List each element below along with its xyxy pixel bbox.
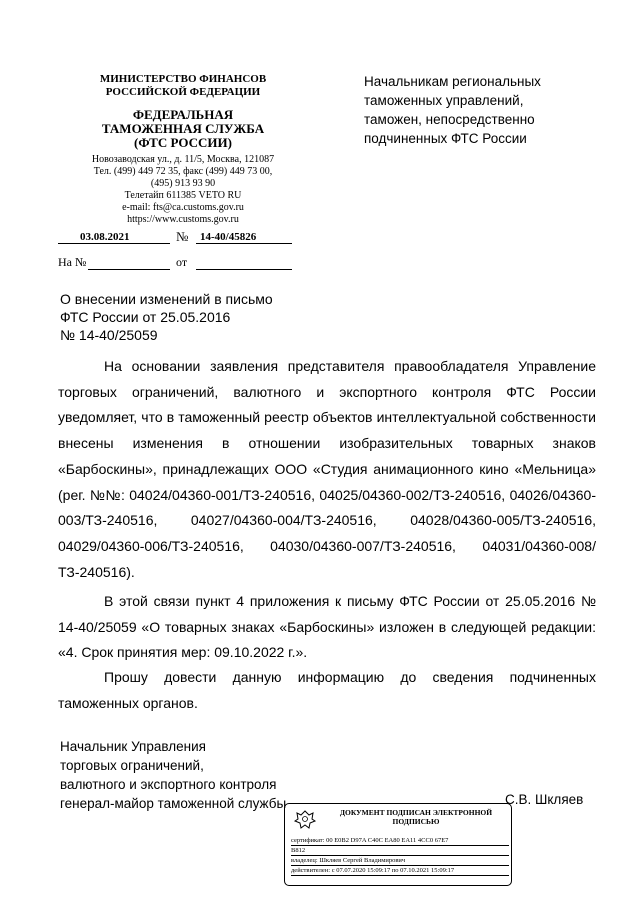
reference-underline [88,269,170,270]
eagle-emblem-icon [291,808,319,832]
registration-date: 03.08.2021 [80,231,130,243]
reference-from: от [176,255,188,269]
phone-2: (495) 913 93 90 [150,178,216,189]
ministry-line: РОССИЙСКОЙ ФЕДЕРАЦИИ [105,86,261,98]
service-line: ФЕДЕРАЛЬНАЯ [132,107,234,122]
body-paragraph-2: В этой связи пункт 4 приложения к письму ФТС России от 25.05.2016 № 14-40/25059 «О товарных знаках «Барбоскины» изложен в следующей редакции: «4. Срок принятия мер: 09.10.2022 г.». [58,593,596,661]
body-paragraph-1: На основании заявления представителя правообладателя Управление торговых ограничений, валютного и экспортного контроля ФТС России уведомляет, что в таможенный реестр объектов интеллектуальной собственности внесены изменения в отношении изобразительных товарных знаков «Барбоскины», принадлежащих ООО «Студия анимационного кино «Мельница» (рег. №№: 04024/04360-001/ТЗ-240516, 04025/04360-002/ТЗ-240516, 04026/04360-003/ТЗ-240516, 04027/04360-004/ТЗ-240516, 04028/04360-005/ТЗ-240516, 04029/04360-006/ТЗ-240516, 04030/04360-007/ТЗ-240516, 04031/04360-008/ТЗ-240516). [58,358,596,580]
position-line: торговых ограничений, [60,758,204,773]
body-paragraph-3: Прошу довести данную информацию до сведения подчиненных таможенных органов. [58,669,596,711]
position-line: Начальник Управления [60,739,206,754]
number-underline [196,243,292,244]
subject-line: № 14-40/25059 [60,327,158,343]
service-name [58,108,308,150]
signatory-name: С.В. Шкляев [505,792,584,807]
service-line: (ФТС РОССИИ) [134,135,232,150]
recipient-line: подчиненных ФТС России [364,131,527,146]
phone: Тел. (499) 449 72 35, факс (499) 449 73 00, [93,166,273,177]
stamp-details [291,836,509,876]
stamp-title-line: ПОДПИСЬЮ [392,817,440,826]
number-sign: № [176,229,189,244]
registration-number: 14-40/45826 [200,231,257,243]
recipient-block [364,72,614,148]
stamp-certificate: сертификат: 00 E0B2 D97A C40C EA80 EA11 4CC0 67E7 [291,836,509,846]
position-line: генерал-майор таможенной службы [60,796,287,811]
position-line: валютного и экспортного контроля [60,777,277,792]
subject-line: О внесении изменений в письмо [60,291,273,307]
stamp-validity: действителен: с 07.07.2020 15:09:17 по 07.10.2021 15:09:17 [291,866,509,876]
recipient-line: Начальникам региональных [364,74,541,89]
stamp-certificate-2: B812 [291,846,509,856]
stamp-title [325,808,507,826]
recipient-line: таможен, непосредственно [364,112,535,127]
ministry-name [58,73,308,99]
e-signature-stamp [284,803,512,886]
date-underline [58,243,170,244]
address: Новозаводская ул., д. 11/5, Москва, 121087 [91,154,275,165]
reference-label: На № [58,255,87,269]
stamp-owner: владелец: Шкляев Сергей Владимирович [291,856,509,866]
reference-date-underline [196,269,292,270]
email: e-mail: fts@ca.customs.gov.ru [122,202,244,213]
telex: Телетайп 611385 VETO RU [124,190,242,201]
subject-line: ФТС России от 25.05.2016 [60,309,231,325]
recipient-line: таможенных управлений, [364,93,524,108]
signatory-position [60,737,300,813]
website: https://www.customs.gov.ru [127,214,239,225]
ministry-line: МИНИСТЕРСТВО ФИНАНСОВ [99,73,267,85]
stamp-title-line: ДОКУМЕНТ ПОДПИСАН ЭЛЕКТРОННОЙ [339,808,493,817]
contacts-block [58,154,308,226]
subject-block [60,290,320,344]
service-line: ТАМОЖЕННАЯ СЛУЖБА [101,121,265,136]
